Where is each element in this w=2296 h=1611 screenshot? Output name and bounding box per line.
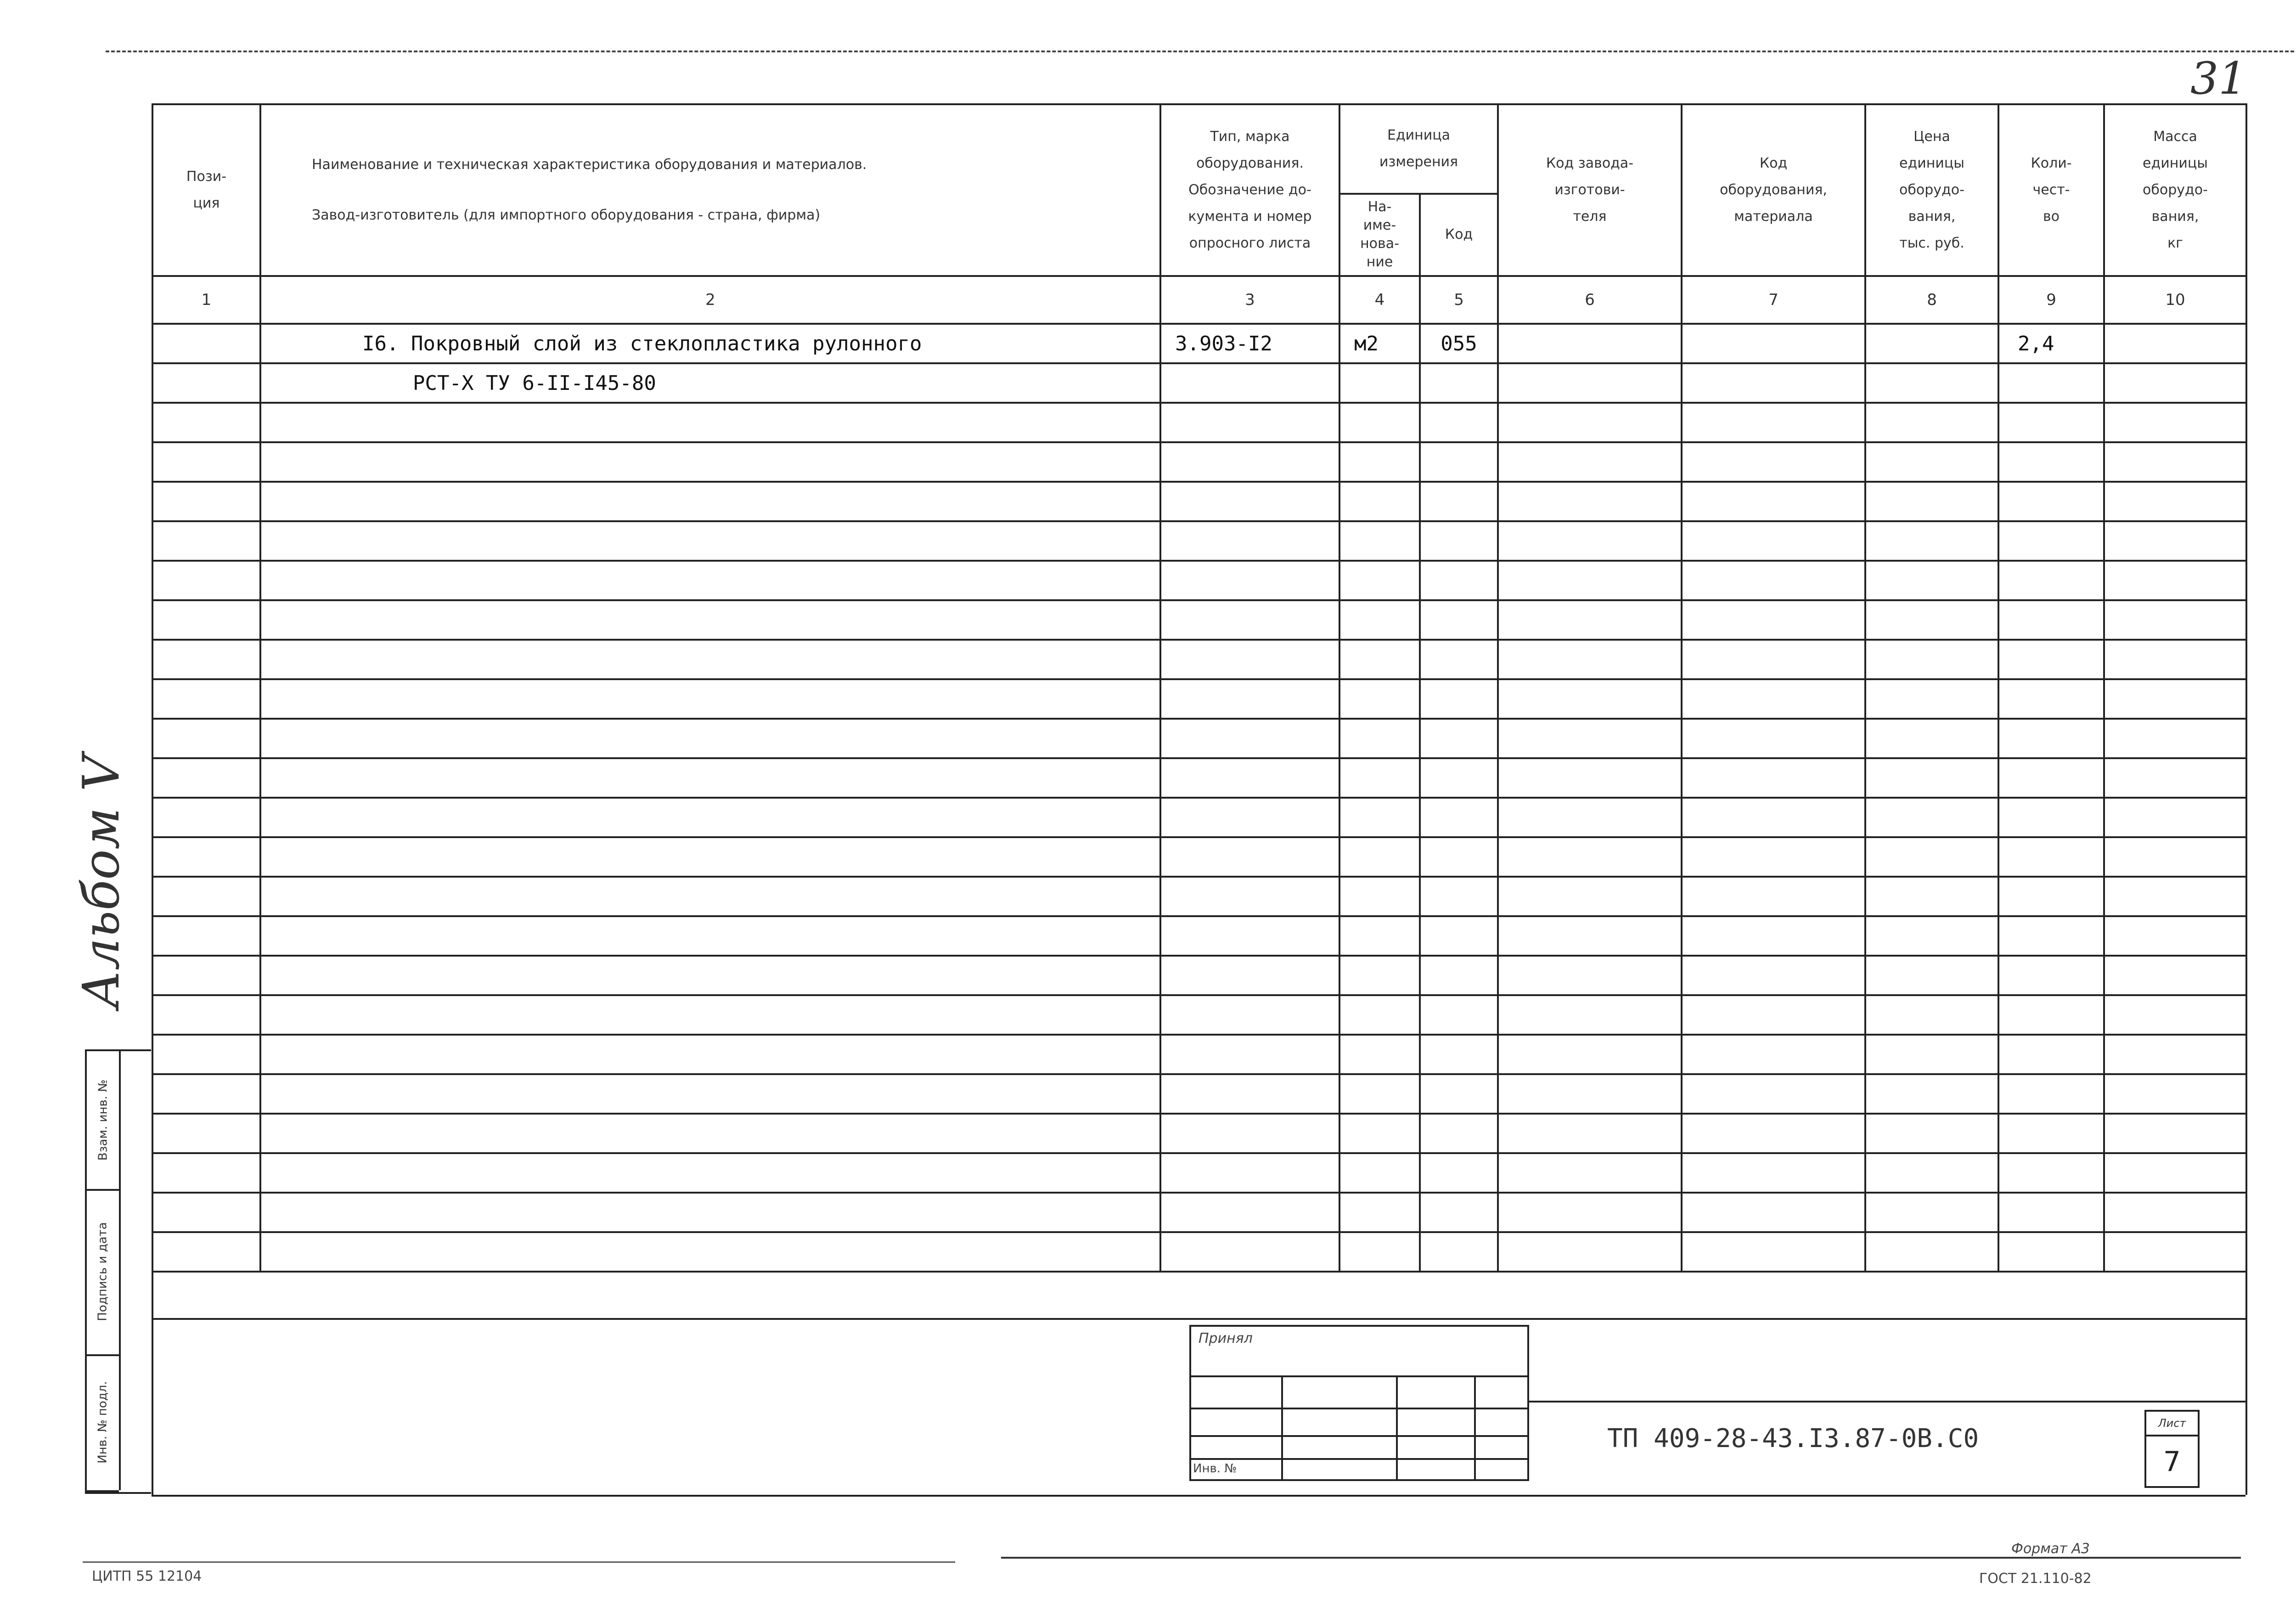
stamp-inv-no: Инв. №: [1193, 1462, 1237, 1476]
header-unit-group: Единица измерения: [1339, 104, 1498, 194]
cell-factory: [1498, 363, 1682, 403]
table-row: [152, 916, 2246, 956]
header-equipment-code: Код оборудования, материала: [1682, 104, 1865, 276]
table-row: [152, 1035, 2246, 1074]
header-price: Цена единицы оборудо- вания, тыс. руб.: [1865, 104, 1998, 276]
sheet-label: Лист: [2146, 1412, 2198, 1436]
column-number: 2: [260, 276, 1160, 324]
header-row: [152, 104, 2246, 194]
cell-type: 3.903-I2: [1160, 324, 1339, 363]
table-row: [152, 758, 2246, 798]
top-dashed-line: [106, 51, 2296, 52]
cell-code: 055: [1420, 324, 1498, 363]
sheet-number: 7: [2163, 1446, 2181, 1478]
cell-equip-code: [1682, 363, 1865, 403]
cell-mass: [2104, 363, 2246, 403]
cell-name: I6. Покровный слой из стеклопластика рулонного: [260, 324, 1160, 363]
cell-qty: 2,4: [1998, 324, 2104, 363]
cell-price: [1865, 324, 1998, 363]
specification-table: [152, 103, 2247, 1273]
format-label: Формат А3: [2011, 1541, 2090, 1557]
bottom-rule: [1001, 1557, 2241, 1559]
footer-left-code: ЦИТП 55 12104: [92, 1568, 202, 1584]
table-row: [152, 877, 2246, 916]
header-position: Пози- ция: [152, 104, 260, 276]
cell-factory: [1498, 324, 1682, 363]
gost-label: ГОСТ 21.110-82: [1979, 1571, 2092, 1587]
cell-type: [1160, 363, 1339, 403]
doc-number-line: [1529, 1401, 2245, 1403]
table-row: [152, 1232, 2246, 1272]
column-number: 3: [1160, 276, 1339, 324]
column-number: 9: [1998, 276, 2104, 324]
sheet-box: [2144, 1410, 2200, 1488]
frame-bottom: [152, 1495, 2245, 1497]
table-row: [152, 482, 2246, 521]
page-number: 31: [2190, 53, 2247, 104]
table-row: [152, 442, 2246, 482]
table-row: [152, 640, 2246, 679]
column-number: 1: [152, 276, 260, 324]
table-row: [152, 1114, 2246, 1153]
column-number: 7: [1682, 276, 1865, 324]
inv-podl-cell: Инв. № подл.: [87, 1354, 119, 1492]
signature-block: [85, 1049, 151, 1494]
table-row: [152, 798, 2246, 837]
table-row: [152, 363, 2246, 403]
table-row: [152, 1193, 2246, 1232]
cell-position: [152, 324, 260, 363]
approval-stamp: [1189, 1325, 1529, 1481]
cell-mass: [2104, 324, 2246, 363]
column-number: 8: [1865, 276, 1998, 324]
cell-price: [1865, 363, 1998, 403]
table-row: [152, 521, 2246, 561]
album-label: Альбом V: [72, 755, 131, 1009]
cell-name: РСТ-Х ТУ 6-II-I45-80: [260, 363, 1160, 403]
table-row: [152, 600, 2246, 640]
stamp-prinyal: Принял: [1199, 1330, 1253, 1346]
table-row: [152, 679, 2246, 719]
column-number-row: [152, 276, 2246, 324]
table-row: [152, 995, 2246, 1035]
cell-equip-code: [1682, 324, 1865, 363]
header-type: Тип, марка оборудования. Обозначение до- кумента и номер опросного листа: [1160, 104, 1339, 276]
cell-unit: [1339, 363, 1420, 403]
table-row: [152, 837, 2246, 877]
cell-qty: [1998, 363, 2104, 403]
table-row: [152, 561, 2246, 600]
table-row: [152, 956, 2246, 995]
bottom-rule-left: [83, 1561, 955, 1563]
table-row: [152, 403, 2246, 442]
table-row: [152, 1153, 2246, 1193]
document-number: ТП 409-28-43.I3.87-0В.С0: [1607, 1424, 1979, 1453]
table-row: [152, 324, 2246, 363]
column-number: 10: [2104, 276, 2246, 324]
header-mass: Масса единицы оборудо- вания, кг: [2104, 104, 2246, 276]
column-number: 5: [1420, 276, 1498, 324]
header-quantity: Коли- чест- во: [1998, 104, 2104, 276]
header-name: Наименование и техническая характеристика оборудования и материалов. Завод-изготовитель (для импортного оборудования - страна, фирма): [260, 104, 1160, 276]
header-unit-name: На- име- нова- ние: [1339, 194, 1420, 276]
signature-date-cell: Подпись и дата: [87, 1189, 119, 1356]
cell-position: [152, 363, 260, 403]
bottom-table-line: [152, 1318, 2245, 1320]
table-row: [152, 1074, 2246, 1114]
table-row: [152, 719, 2246, 758]
vzam-inv-cell: Взам. инв. №: [87, 1051, 119, 1191]
cell-code: [1420, 363, 1498, 403]
column-number: 6: [1498, 276, 1682, 324]
header-factory-code: Код завода- изготови- теля: [1498, 104, 1682, 276]
column-number: 4: [1339, 276, 1420, 324]
cell-unit: м2: [1339, 324, 1420, 363]
header-unit-code: Код: [1420, 194, 1498, 276]
